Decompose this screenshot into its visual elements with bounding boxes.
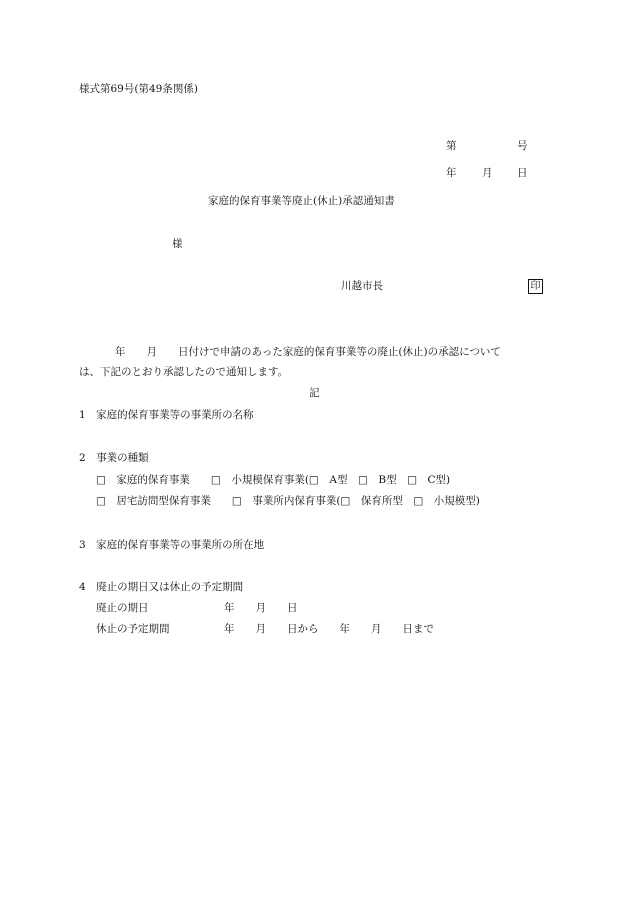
suspend-period-label: 休止の予定期間 [96,623,170,635]
seal-mark: 印 [528,279,543,294]
business-type-row-1: □ 家庭的保育事業 □ 小規模保育事業(□ A型 □ B型 □ C型) [96,474,451,486]
abolish-date-value: 年 月 日 [224,602,298,614]
date-year: 年 [446,167,457,179]
item-4-period: 4 廃止の期日又は休止の予定期間 [79,581,244,593]
business-type-row-2: □ 居宅訪問型保育事業 □ 事業所内保育事業(□ 保育所型 □ 小規模型) [96,495,480,507]
document-number-suffix: 号 [517,140,528,152]
suspend-period-value: 年 月 日から 年 月 日まで [224,623,434,635]
item-2-business-type: 2 事業の種類 [79,452,149,464]
body-line-1: 年 月 日付けで申請のあった家庭的保育事業等の廃止(休止)の承認について [115,346,501,358]
item-3-facility-address: 3 家庭的保育事業等の事業所の所在地 [79,539,265,551]
date-day: 日 [517,167,528,179]
date-month: 月 [482,167,493,179]
document-title: 家庭的保育事業等廃止(休止)承認通知書 [208,195,395,207]
document-number-prefix: 第 [446,140,457,152]
ki-label: 記 [309,387,320,399]
addressee-honorific: 様 [172,238,183,250]
body-line-2: は、下記のとおり承認したので通知します。 [79,366,289,378]
form-number: 様式第69号(第49条関係) [79,83,198,95]
item-1-facility-name: 1 家庭的保育事業等の事業所の名称 [79,409,254,421]
abolish-date-label: 廃止の期日 [96,602,149,614]
issuer-name: 川越市長 [341,280,383,292]
